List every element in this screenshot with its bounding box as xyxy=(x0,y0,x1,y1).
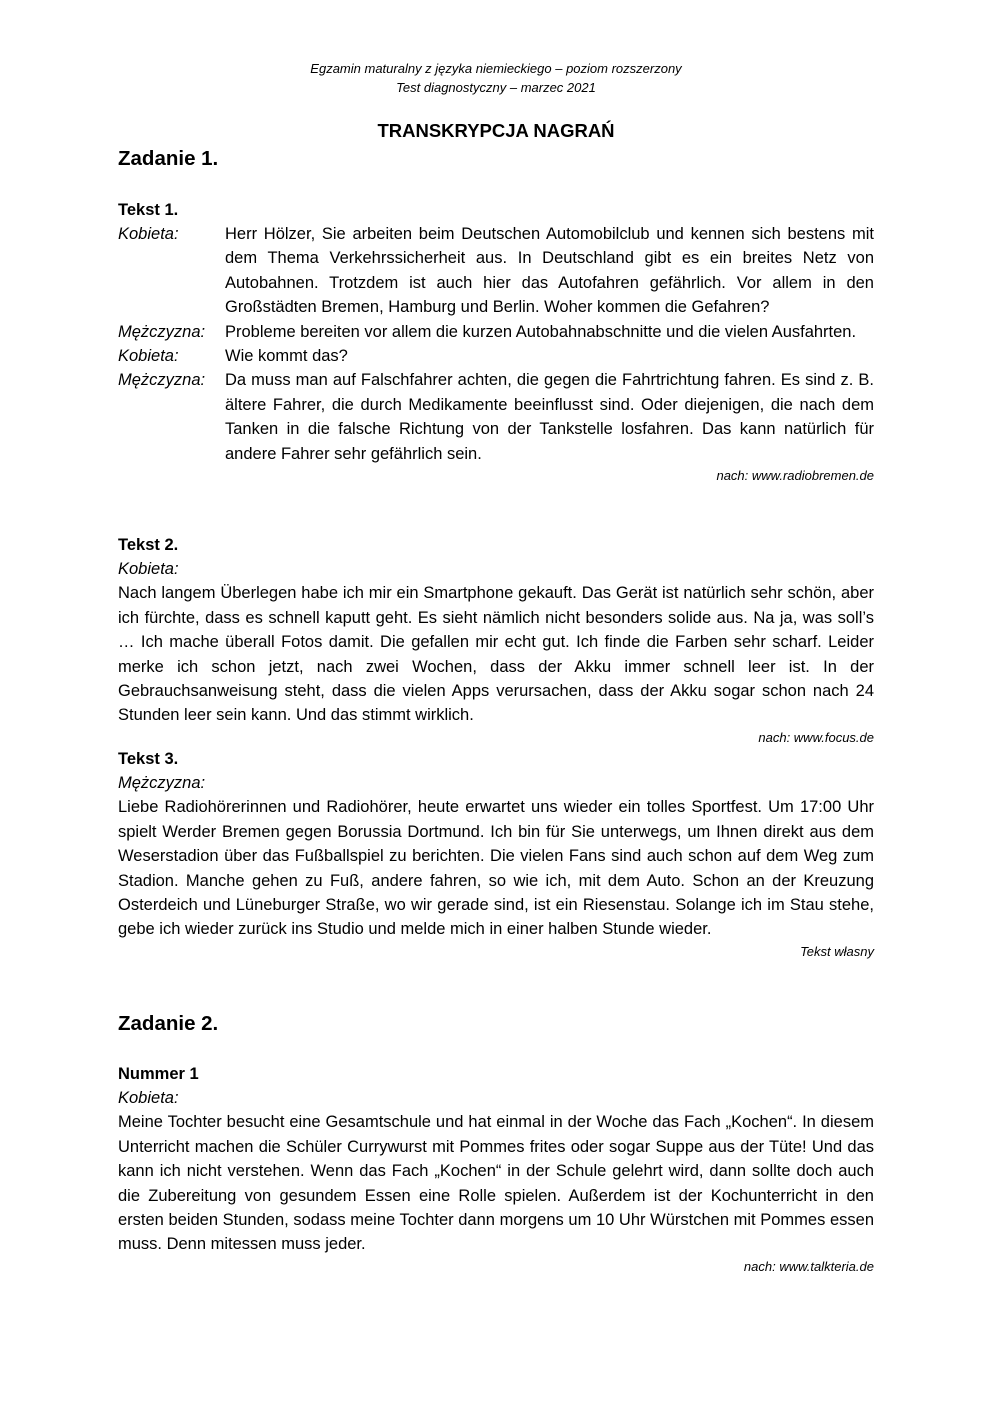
source-citation: nach: www.radiobremen.de xyxy=(716,468,874,484)
tekst-1-title: Tekst 1. xyxy=(118,201,179,219)
utterance: Probleme bereiten vor allem die kurzen Autobahnabschnitte und die vielen Ausfahrten. xyxy=(225,322,857,341)
source-citation: nach: www.talkteria.de xyxy=(743,1258,874,1274)
source-citation: Tekst własny xyxy=(800,943,874,959)
speaker-label: Kobieta: xyxy=(118,560,179,578)
zadanie-1-heading: Zadanie 1. xyxy=(118,147,219,170)
tekst-2-section xyxy=(118,533,874,748)
monologue-text: Nach langem Überlegen habe ich mir ein Smartphone gekauft. Das Gerät ist natürlich sehr schön, aber ich fürchte, dass es schnell kaputt geht. Es sieht nämlich nicht besonders solide aus. Na ja, was soll’s … Ich mache überall Fotos damit. Die gefallen mir echt gut. Ich finde die Farben sehr scharf. Leider merke ich schon jetzt, nach zwei Wochen, dass der Akku immer schnell leer ist. In der Gebrauchsanweisung steht, dass die vielen Apps verursachen, dass der Akku sogar schon nach 24 Stunden leer sein kann. Und das stimmt wirklich. xyxy=(118,584,874,725)
tekst-2-title: Tekst 2. xyxy=(118,536,179,554)
exam-header xyxy=(118,59,874,97)
speaker-label: Kobieta: xyxy=(118,1089,179,1107)
speaker-label: Mężczyzna: xyxy=(118,774,206,792)
nummer-1-title: Nummer 1 xyxy=(118,1065,199,1083)
speaker-label: Mężczyzna: xyxy=(118,322,206,341)
header-line-2: Test diagnostyczny – marzec 2021 xyxy=(396,80,596,95)
monologue-text: Meine Tochter besucht eine Gesamtschule und hat einmal in der Woche das Fach „Kochen“. In diesem Unterricht machen die Schüler Currywurst mit Pommes frites oder sogar Suppe aus der Tüte! Und das kann ich nicht verstehen. Wenn das Fach „Kochen“ in der Schule gelehrt wird, dann sollte doch auch die Zubereitung von gesundem Essen eine Rolle spielen. Außerdem ist der Kochunterricht in den ersten beiden Stunden, sodass meine Tochter dann morgens um 10 Uhr Würstchen mit Pommes essen muss. Denn mitessen muss jeder. xyxy=(118,1113,874,1254)
nummer-1-section xyxy=(118,1062,874,1277)
monologue-text: Liebe Radiohörerinnen und Radiohörer, heute erwartet uns wieder ein tolles Sportfest. Um 17:00 Uhr spielt Werder Bremen gegen Borussia Dortmund. Ich bin für Sie unterwegs, um Ihnen direkt aus dem Weserstadion über das Fußballspiel zu berichten. Die vielen Fans sind auch schon auf dem Weg zum Stadion. Manche gehen zu Fuß, andere fahren, so wie ich, mit dem Auto. Schon an der Kreuzung Osterdeich und Lüneburger Straße, wo wir gerade sind, ist ein Riesenstau. Solange ich im Stau stehe, gebe ich wieder zurück ins Studio und melde mich in einer halben Stunde wieder. xyxy=(118,798,874,939)
utterance: Wie kommt das? xyxy=(225,347,348,366)
utterance: Herr Hölzer, Sie arbeiten beim Deutschen Automobilclub und kennen sich bestens mit dem Thema Verkehrssicherheit aus. In Deutschland gibt es ein breites Netz von Autobahnen. Trotzdem ist auch hier das Autofahren gefährlich. Vor allem in den Großstädten Bremen, Hamburg und Berlin. Woher kommen die Gefahren? xyxy=(225,225,874,317)
utterance: Da muss man auf Falschfahrer achten, die gegen die Fahrtrichtung fahren. Es sind z. B. ältere Fahrer, die durch Medikamente beeinflusst sind. Oder diejenigen, die nach dem Tanken in die falsche Richtung von der Tankstelle losfahren. Das kann natürlich für andere Fahrer sehr gefährlich sein. xyxy=(225,371,874,463)
tekst-3-section xyxy=(118,747,874,962)
dialogue-turn xyxy=(118,368,874,466)
speaker-label: Kobieta: xyxy=(118,225,179,243)
tekst-3-title: Tekst 3. xyxy=(118,750,179,768)
source-citation: nach: www.focus.de xyxy=(758,729,874,745)
speaker-label: Mężczyzna: xyxy=(118,371,206,390)
speaker-label: Kobieta: xyxy=(118,347,179,366)
page-title: TRANSKRYPCJA NAGRAŃ xyxy=(377,120,615,141)
tekst-1-section xyxy=(118,198,874,486)
header-line-1: Egzamin maturalny z języka niemieckiego – poziom rozszerzony xyxy=(310,61,682,76)
dialogue-turn xyxy=(118,222,874,320)
dialogue-turn xyxy=(118,344,874,368)
dialogue-turn xyxy=(118,320,874,344)
zadanie-2-heading: Zadanie 2. xyxy=(118,1012,219,1035)
